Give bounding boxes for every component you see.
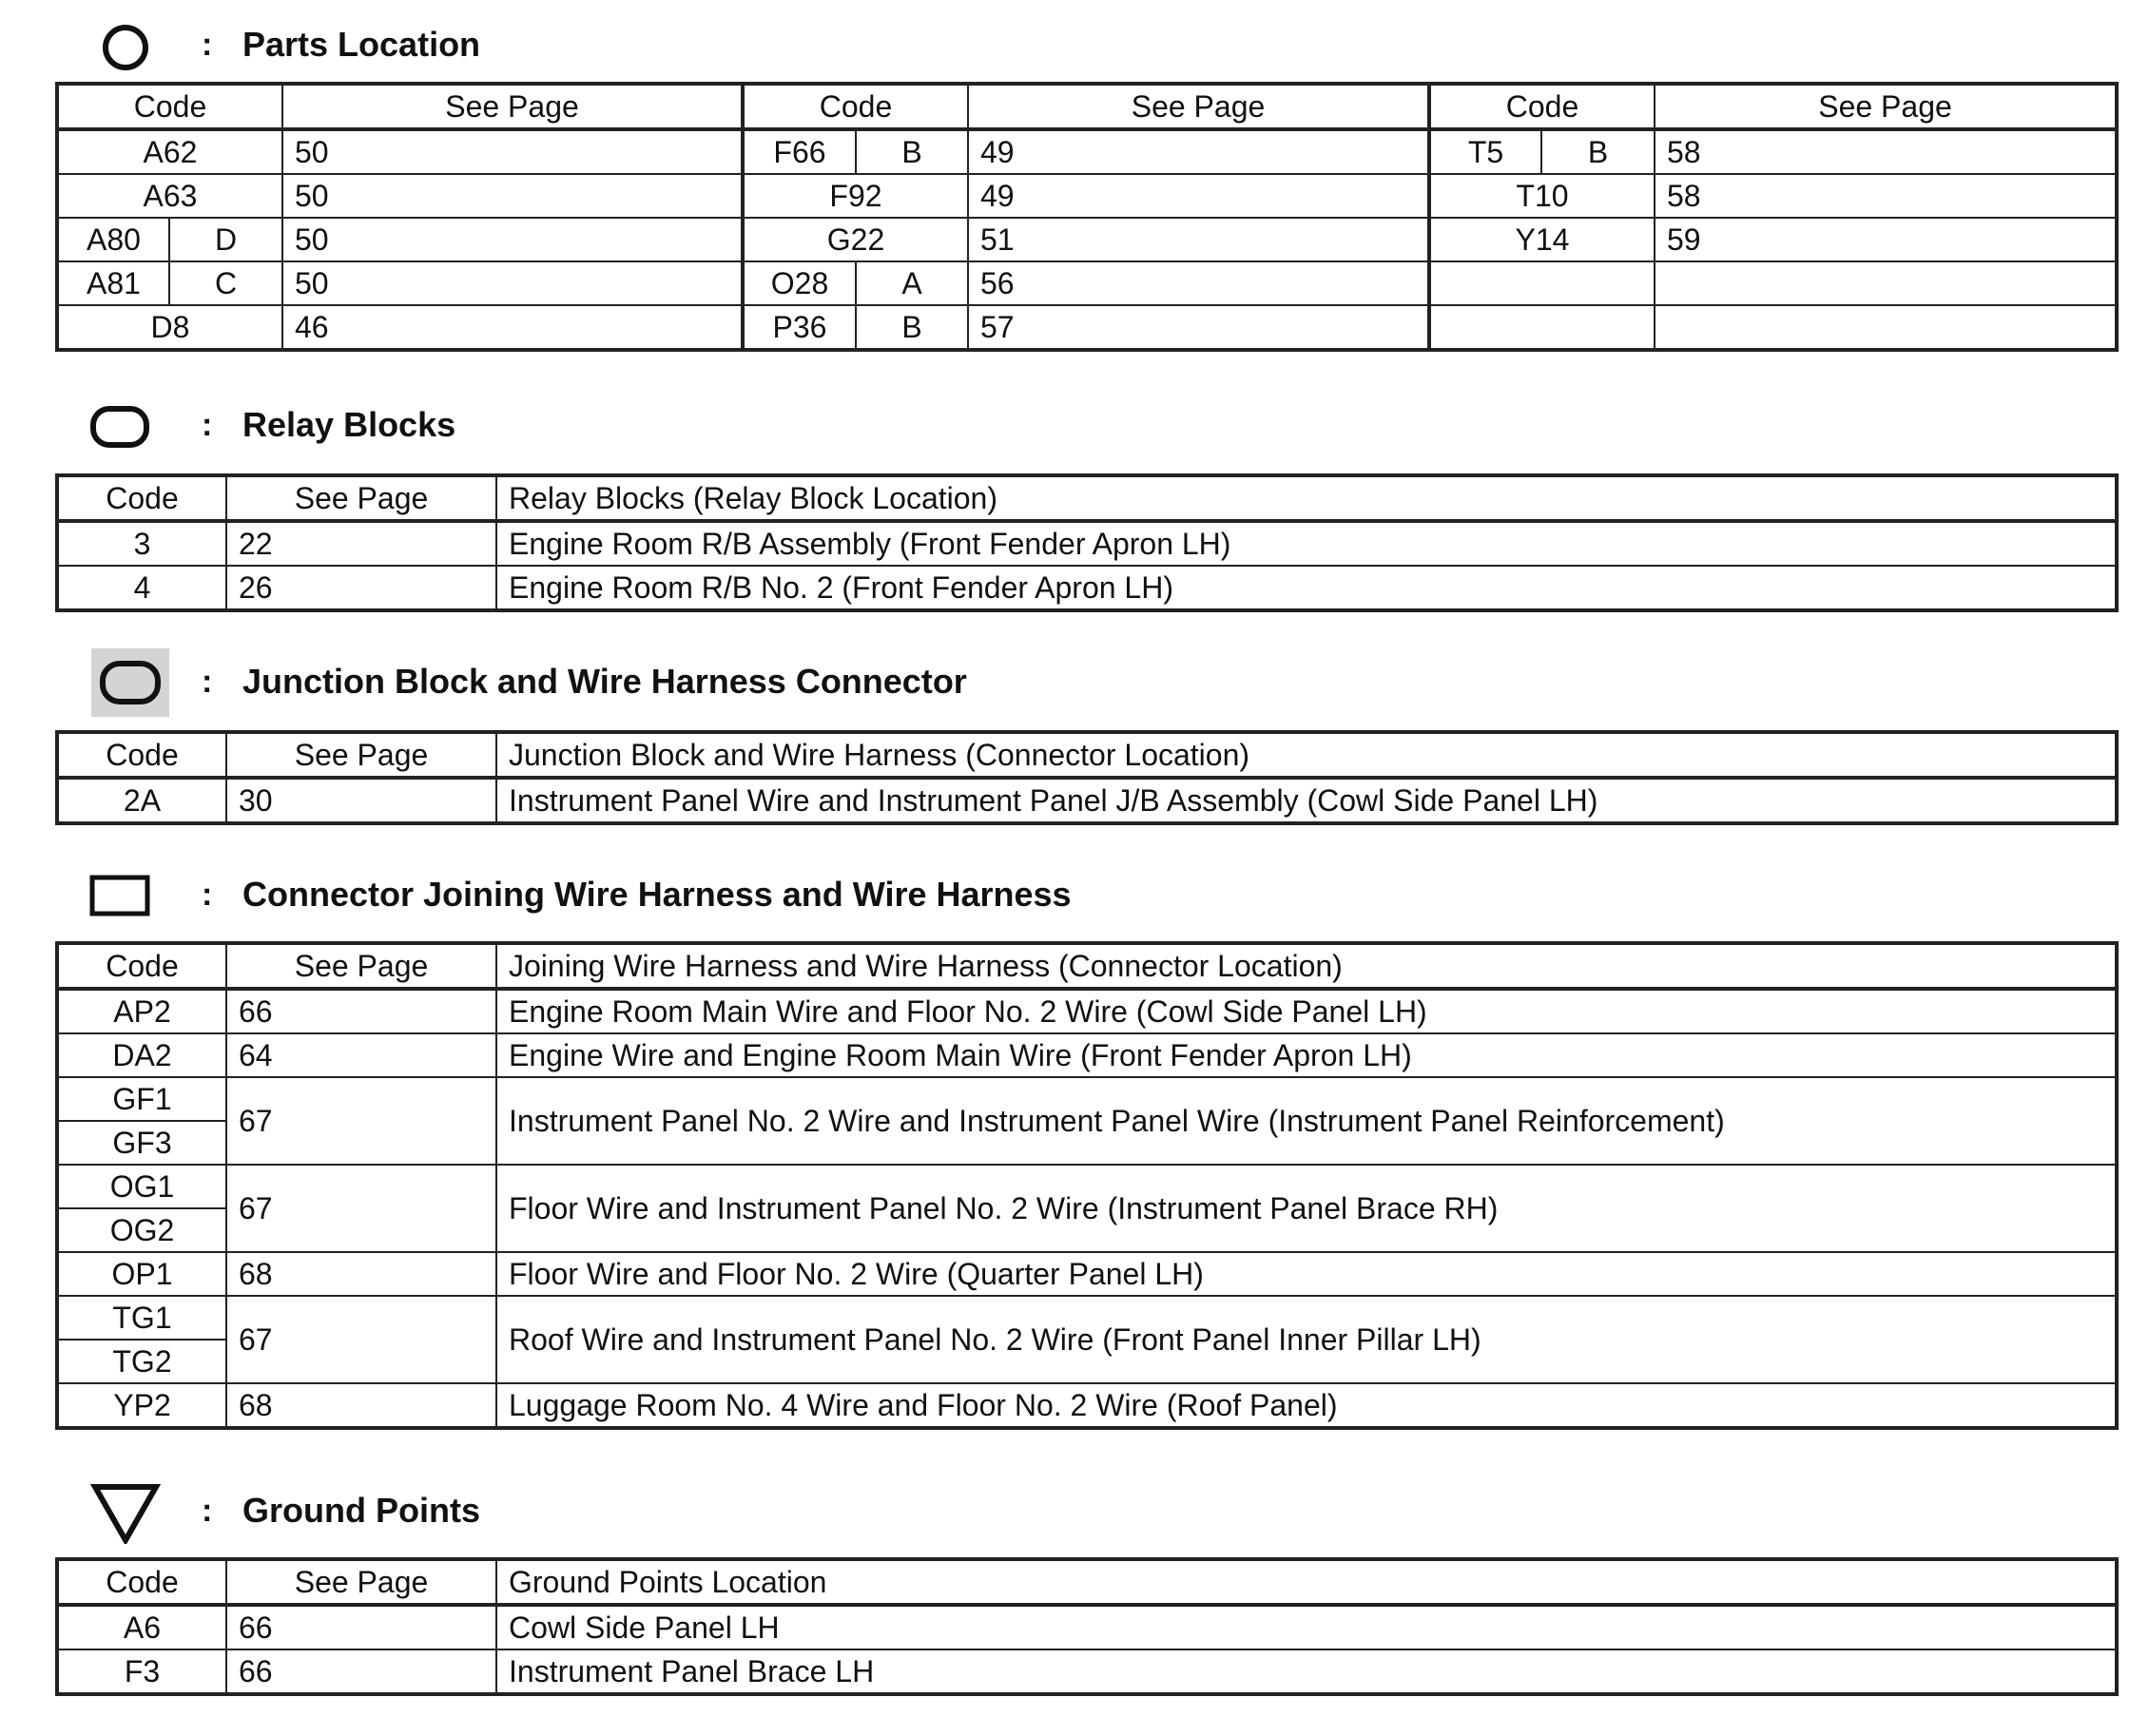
header-code: Code xyxy=(57,732,226,778)
description-cell: Engine Wire and Engine Room Main Wire (Front Fender Apron LH) xyxy=(496,1033,2117,1077)
page-cell: 57 xyxy=(968,305,1429,350)
section-title: Connector Joining Wire Harness and Wire Harness xyxy=(242,875,1072,914)
header-description: Relay Blocks (Relay Block Location) xyxy=(496,475,2117,521)
code-cell: OG1 xyxy=(57,1165,226,1208)
page-cell xyxy=(1655,261,2117,305)
triangle-down-icon xyxy=(89,1481,162,1544)
page-cell xyxy=(1655,305,2117,350)
code-cell xyxy=(1429,261,1655,305)
description-cell: Engine Room R/B Assembly (Front Fender Apron LH) xyxy=(496,521,2117,566)
page-cell: 58 xyxy=(1655,174,2117,218)
header-code: Code xyxy=(57,943,226,989)
code-cell: F92 xyxy=(743,174,968,218)
table-row xyxy=(57,174,2117,218)
page-cell: 67 xyxy=(226,1296,496,1383)
section-colon: : xyxy=(202,407,213,443)
code-cell: AP2 xyxy=(57,989,226,1033)
description-cell: Floor Wire and Instrument Panel No. 2 Wire (Instrument Panel Brace RH) xyxy=(496,1165,2117,1252)
parts-location-table xyxy=(55,82,2119,352)
header-see-page: See Page xyxy=(1655,84,2117,129)
page-cell: 26 xyxy=(226,566,496,610)
table-row xyxy=(57,1383,2117,1428)
code-cell: 3 xyxy=(57,521,226,566)
sub-cell: B xyxy=(1541,129,1655,174)
description-cell: Roof Wire and Instrument Panel No. 2 Wire (Front Panel Inner Pillar LH) xyxy=(496,1296,2117,1383)
table-row xyxy=(57,1296,2117,1340)
page-cell: 67 xyxy=(226,1077,496,1165)
code-cell xyxy=(1429,305,1655,350)
page-cell: 22 xyxy=(226,521,496,566)
code-cell: F66 xyxy=(743,129,856,174)
header-code: Code xyxy=(743,84,968,129)
shaded-rounded-rectangle-icon xyxy=(99,660,162,705)
table-row xyxy=(57,778,2117,823)
description-cell: Floor Wire and Floor No. 2 Wire (Quarter Panel LH) xyxy=(496,1252,2117,1296)
page-cell: 30 xyxy=(226,778,496,823)
table-header-row xyxy=(57,475,2117,521)
code-cell: GF3 xyxy=(57,1121,226,1165)
section-title: Junction Block and Wire Harness Connector xyxy=(242,662,967,701)
page-cell: 64 xyxy=(226,1033,496,1077)
page-cell: 59 xyxy=(1655,218,2117,261)
table-header-row xyxy=(57,84,2117,129)
code-cell: OP1 xyxy=(57,1252,226,1296)
sub-cell: A xyxy=(856,261,968,305)
code-cell: A81 xyxy=(57,261,169,305)
junction-block-table xyxy=(55,730,2119,825)
header-description: Joining Wire Harness and Wire Harness (Connector Location) xyxy=(496,943,2117,989)
code-cell: OG2 xyxy=(57,1208,226,1252)
page-cell: 58 xyxy=(1655,129,2117,174)
description-cell: Cowl Side Panel LH xyxy=(496,1605,2117,1649)
table-row xyxy=(57,566,2117,610)
header-see-page: See Page xyxy=(226,475,496,521)
description-cell: Instrument Panel No. 2 Wire and Instrument Panel Wire (Instrument Panel Reinforcement) xyxy=(496,1077,2117,1165)
code-cell: D8 xyxy=(57,305,282,350)
section-colon: : xyxy=(202,877,213,913)
table-row xyxy=(57,521,2117,566)
table-row xyxy=(57,261,2117,305)
sub-cell: C xyxy=(169,261,282,305)
table-row xyxy=(57,989,2117,1033)
code-cell: P36 xyxy=(743,305,856,350)
page-cell: 51 xyxy=(968,218,1429,261)
description-cell: Engine Room R/B No. 2 (Front Fender Apron LH) xyxy=(496,566,2117,610)
table-row xyxy=(57,129,2117,174)
section-colon: : xyxy=(202,27,213,63)
header-code: Code xyxy=(57,475,226,521)
description-cell: Engine Room Main Wire and Floor No. 2 Wire (Cowl Side Panel LH) xyxy=(496,989,2117,1033)
circle-icon xyxy=(101,23,150,72)
header-description: Junction Block and Wire Harness (Connector Location) xyxy=(496,732,2117,778)
page-cell: 66 xyxy=(226,1649,496,1694)
table-row xyxy=(57,305,2117,350)
rounded-rectangle-icon xyxy=(89,405,150,449)
code-cell: O28 xyxy=(743,261,856,305)
sub-cell: D xyxy=(169,218,282,261)
code-cell: T10 xyxy=(1429,174,1655,218)
page-cell: 49 xyxy=(968,129,1429,174)
code-cell: YP2 xyxy=(57,1383,226,1428)
table-row xyxy=(57,1033,2117,1077)
page-cell: 66 xyxy=(226,1605,496,1649)
code-cell: F3 xyxy=(57,1649,226,1694)
code-cell: TG2 xyxy=(57,1340,226,1383)
section-colon: : xyxy=(202,1493,213,1529)
page-cell: 46 xyxy=(282,305,743,350)
page-cell: 50 xyxy=(282,261,743,305)
sub-cell: B xyxy=(856,305,968,350)
relay-blocks-table xyxy=(55,473,2119,612)
code-cell: A63 xyxy=(57,174,282,218)
table-row xyxy=(57,1077,2117,1121)
table-row xyxy=(57,1252,2117,1296)
header-see-page: See Page xyxy=(226,1559,496,1605)
code-cell: Y14 xyxy=(1429,218,1655,261)
header-see-page: See Page xyxy=(968,84,1429,129)
page-cell: 68 xyxy=(226,1252,496,1296)
code-cell: TG1 xyxy=(57,1296,226,1340)
table-row xyxy=(57,1165,2117,1208)
header-code: Code xyxy=(57,1559,226,1605)
ground-points-table xyxy=(55,1557,2119,1696)
table-header-row xyxy=(57,1559,2117,1605)
table-header-row xyxy=(57,943,2117,989)
table-row xyxy=(57,218,2117,261)
code-cell: 4 xyxy=(57,566,226,610)
header-code: Code xyxy=(1429,84,1655,129)
section-title: Relay Blocks xyxy=(242,405,456,444)
page-cell: 50 xyxy=(282,129,743,174)
description-cell: Instrument Panel Wire and Instrument Panel J/B Assembly (Cowl Side Panel LH) xyxy=(496,778,2117,823)
page-cell: 50 xyxy=(282,218,743,261)
code-cell: DA2 xyxy=(57,1033,226,1077)
page-cell: 68 xyxy=(226,1383,496,1428)
page-cell: 66 xyxy=(226,989,496,1033)
table-row xyxy=(57,1605,2117,1649)
table-header-row xyxy=(57,732,2117,778)
description-cell: Instrument Panel Brace LH xyxy=(496,1649,2117,1694)
page-cell: 56 xyxy=(968,261,1429,305)
header-code: Code xyxy=(57,84,282,129)
code-cell: A80 xyxy=(57,218,169,261)
code-cell: A6 xyxy=(57,1605,226,1649)
section-colon: : xyxy=(202,664,213,700)
header-description: Ground Points Location xyxy=(496,1559,2117,1605)
code-cell: G22 xyxy=(743,218,968,261)
connector-joining-table xyxy=(55,941,2119,1430)
section-title: Ground Points xyxy=(242,1491,480,1530)
page-cell: 49 xyxy=(968,174,1429,218)
header-see-page: See Page xyxy=(226,732,496,778)
header-see-page: See Page xyxy=(226,943,496,989)
rectangle-icon xyxy=(89,875,150,918)
page-cell: 50 xyxy=(282,174,743,218)
code-cell: GF1 xyxy=(57,1077,226,1121)
sub-cell: B xyxy=(856,129,968,174)
table-row xyxy=(57,1649,2117,1694)
code-cell: A62 xyxy=(57,129,282,174)
description-cell: Luggage Room No. 4 Wire and Floor No. 2 Wire (Roof Panel) xyxy=(496,1383,2117,1428)
header-see-page: See Page xyxy=(282,84,743,129)
code-cell: T5 xyxy=(1429,129,1541,174)
code-cell: 2A xyxy=(57,778,226,823)
section-title: Parts Location xyxy=(242,25,481,64)
page-cell: 67 xyxy=(226,1165,496,1252)
